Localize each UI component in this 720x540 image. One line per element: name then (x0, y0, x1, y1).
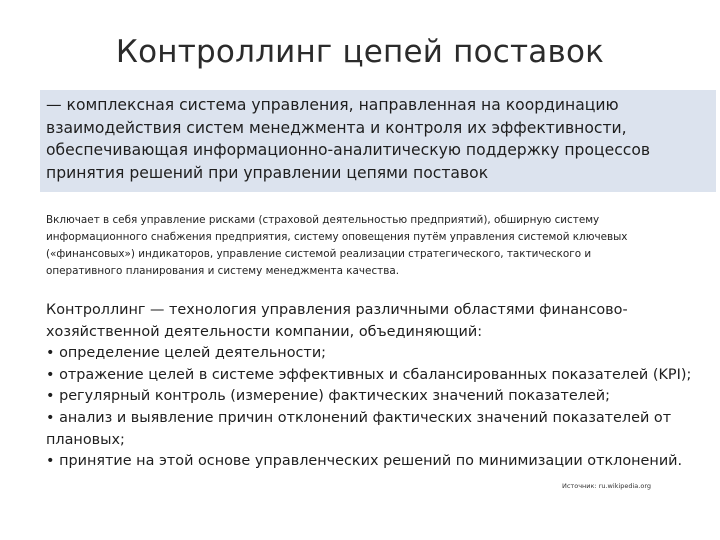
source-note: Источник: ru.wikipedia.org (562, 482, 652, 490)
controlling-intro-line: хозяйственной деятельности компании, объединяющий: (46, 323, 483, 340)
definition-line: принятия решений при управлении цепями поставок (46, 163, 489, 182)
slide-title: Контроллинг цепей поставок (115, 34, 605, 70)
bullet-item: • отражение целей в системе эффективных и сбалансированных показателей (KPI); (46, 366, 692, 383)
includes-line: Включает в себя управление рисками (страховой деятельностью предприятий), обширную систему (46, 214, 600, 226)
bullet-item: • принятие на этой основе управленческих решений по минимизации отклонений. (46, 453, 683, 470)
includes-line: («финансовых») индикаторов, управление системой реализации стратегического, тактического и (46, 248, 592, 260)
definition-line: взаимодействия систем менеджмента и контроля их эффективности, (46, 118, 627, 137)
definition-line: — комплексная система управления, направленная на координацию (46, 96, 619, 114)
bullet-item: • определение целей деятельности; (46, 345, 327, 362)
bullet-item-continuation: плановых; (46, 431, 125, 448)
includes-paragraph (46, 212, 710, 280)
controlling-paragraph (46, 300, 714, 473)
definition-line: обеспечивающая информационно-аналитическую поддержку процессов (46, 141, 651, 159)
includes-line: оперативного планирования и систему менеджмента качества. (46, 265, 400, 277)
bullet-item: • анализ и выявление причин отклонений фактических значений показателей от (46, 409, 672, 426)
includes-line: информационного снабжения предприятия, систему оповещения путём управления системой ключевых (46, 231, 628, 243)
bullet-item: • регулярный контроль (измерение) фактических значений показателей; (46, 388, 610, 405)
controlling-intro-line: Контроллинг — технология управления различными областями финансово- (46, 302, 628, 318)
definition-box (40, 90, 716, 192)
